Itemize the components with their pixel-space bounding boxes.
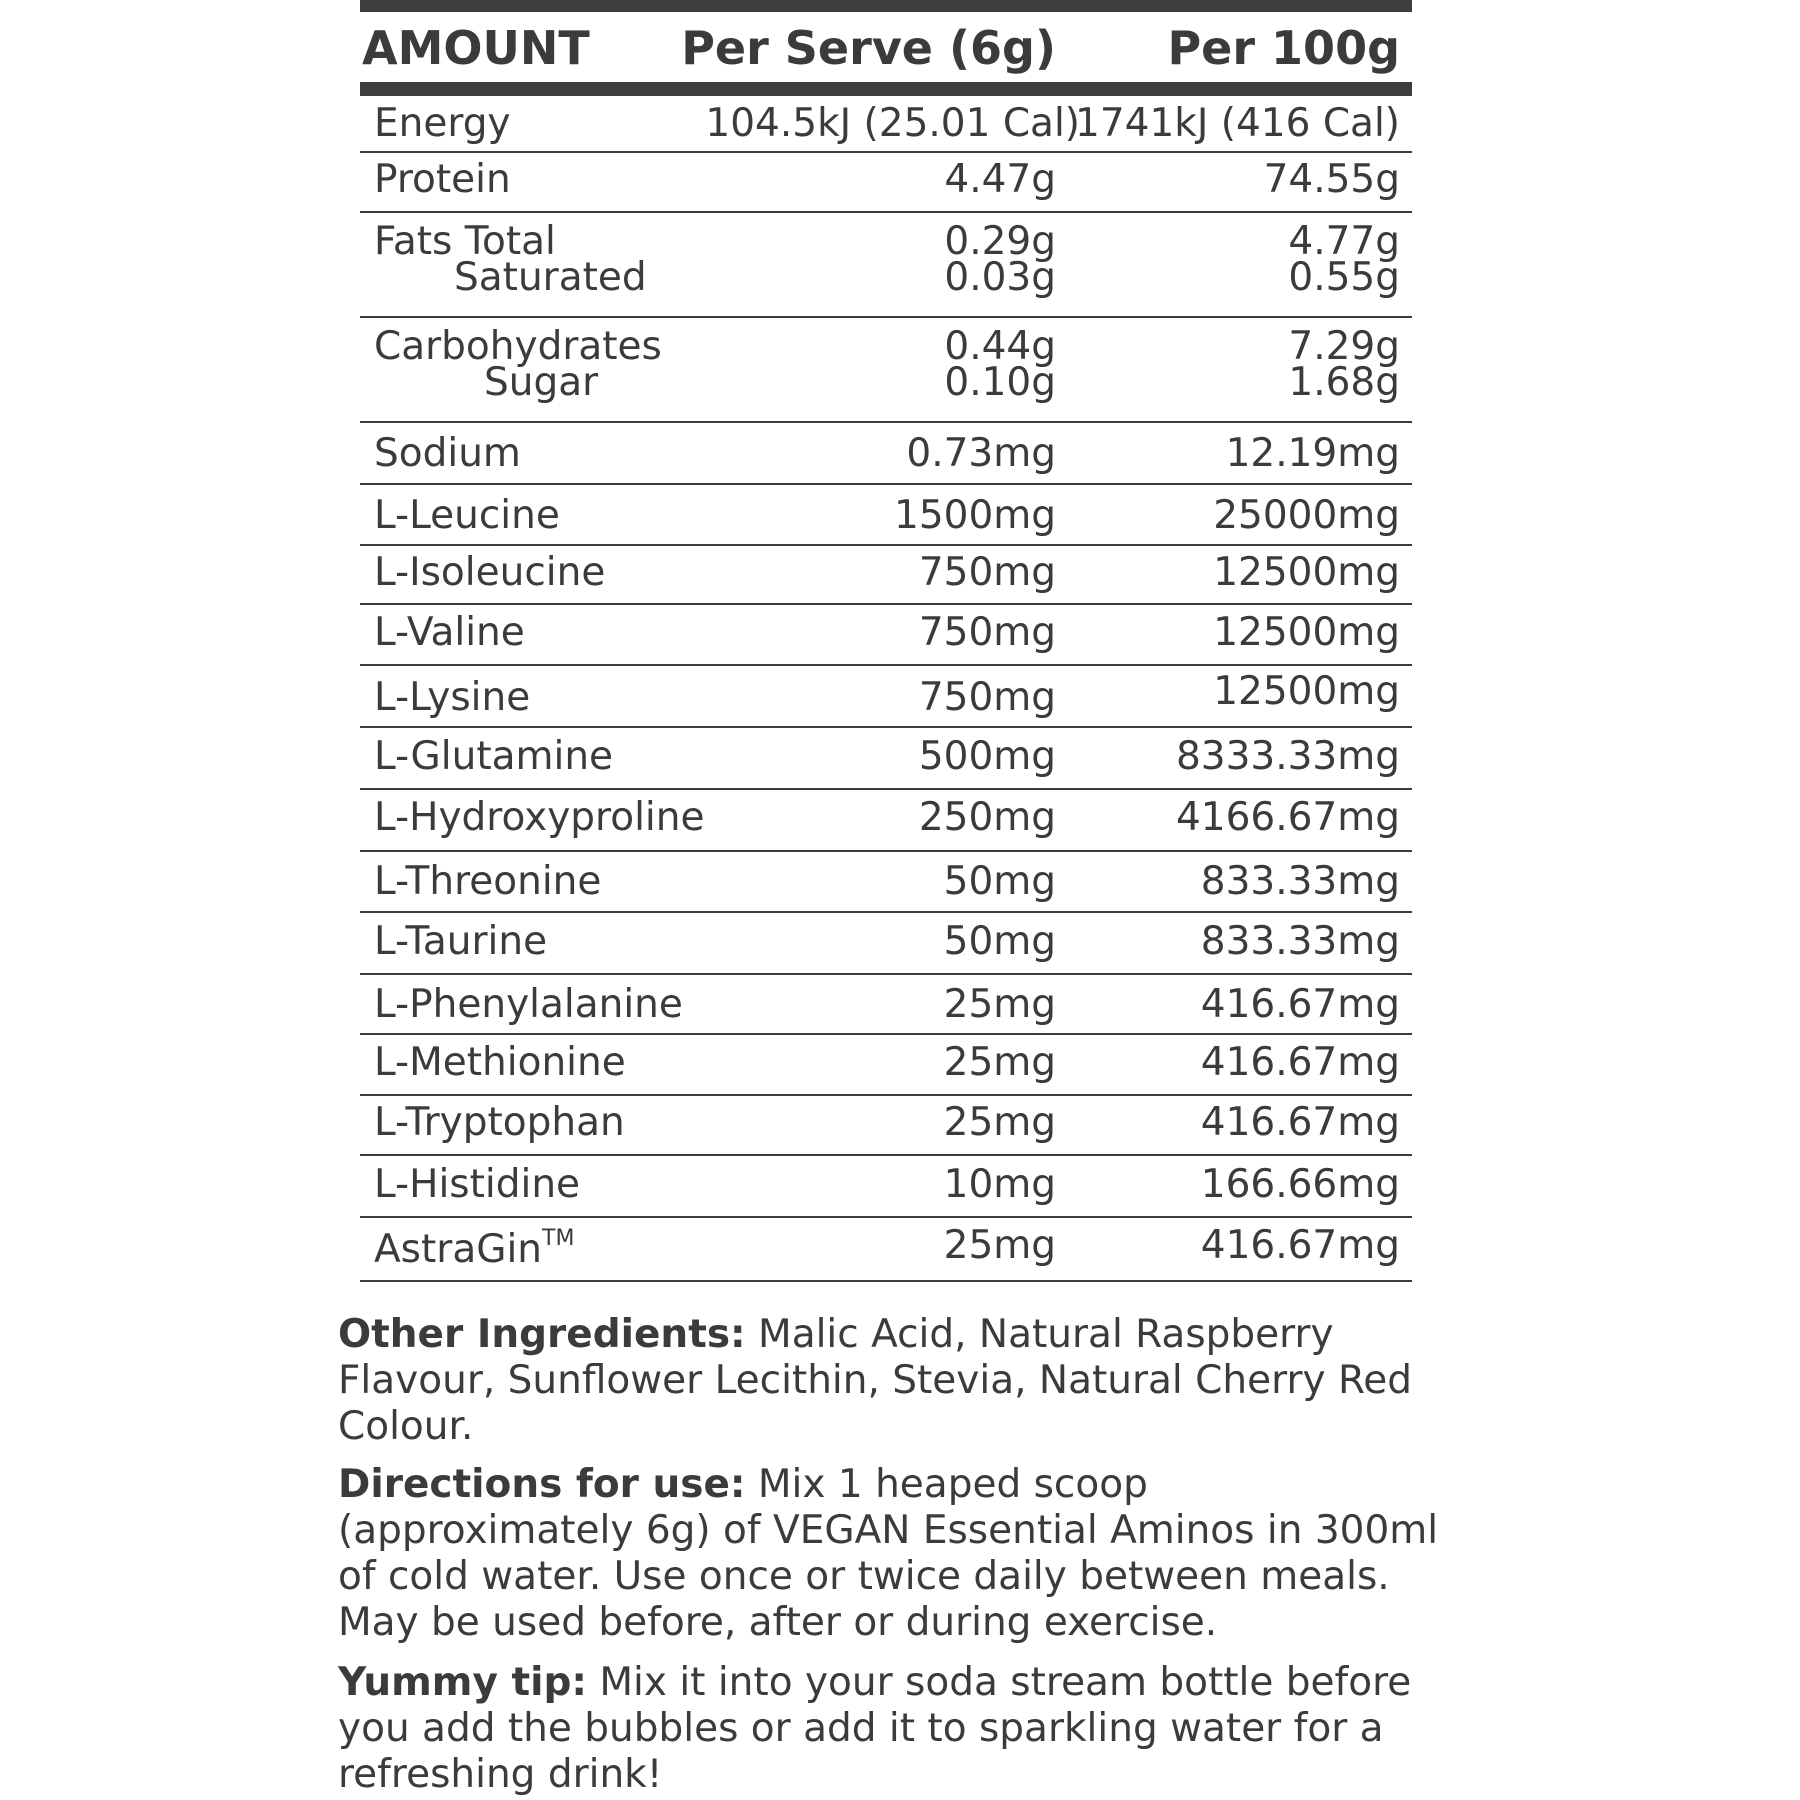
row-per-serve: 25mg [943,1223,1056,1268]
row-name: Fats Total [374,219,556,264]
table-row [360,318,1412,423]
row-name: L-Histidine [374,1162,581,1207]
row-per-serve: 10mg [943,1162,1056,1207]
row-name: Energy [374,101,511,146]
row-name: L-Isoleucine [374,550,606,595]
table-row [360,1035,1412,1096]
row-per-100g: 833.33mg [1200,859,1400,904]
row-per-100g: 1.68g [1288,360,1400,405]
row-subname: Sugar [484,360,599,405]
row-name [374,1228,574,1271]
row-per-serve: 0.29g [944,219,1056,264]
table-header-bar [360,82,1412,96]
row-per-100g: 416.67mg [1200,982,1400,1027]
trademark-symbol: TM [542,1226,575,1251]
table-row [360,153,1412,213]
row-per-serve: 500mg [918,734,1056,779]
row-per-100g: 12.19mg [1225,431,1400,476]
directions-label: Directions for use: [338,1462,746,1507]
tip-text: Mix it into your soda stream bottle before you add the bubbles or add it to sparkling water for a refreshing drink! [338,1660,1412,1797]
row-per-100g: 4.77g [1288,219,1400,264]
yummy-tip [338,1660,1450,1798]
row-per-100g: 166.66mg [1200,1162,1400,1207]
row-per-serve: 750mg [918,550,1056,595]
row-name: L-Glutamine [374,734,614,779]
row-subname: Saturated [454,255,647,300]
row-name: L-Taurine [374,919,548,964]
directions-for-use [338,1462,1450,1646]
table-top-bar [360,0,1412,12]
table-row [360,852,1412,913]
table-row [360,913,1412,975]
row-per-100g: 8333.33mg [1175,734,1400,779]
row-per-100g: 416.67mg [1200,1223,1400,1268]
row-name: L-Phenylalanine [374,982,683,1027]
row-per-100g: 74.55g [1263,157,1400,202]
astragin-name: AstraGin [374,1227,542,1272]
header-per-serve: Per Serve (6g) [681,21,1056,75]
table-row [360,975,1412,1035]
directions-text: Mix 1 heaped scoop (approximately 6g) of VEGAN Essential Aminos in 300ml of cold water. Use once or twice daily between meals. May be used before, after or during exercise. [338,1462,1439,1645]
row-name: Sodium [374,431,521,476]
table-row [360,485,1412,546]
row-per-100g: 1741kJ (416 Cal) [1075,101,1400,146]
row-per-serve: 25mg [943,1040,1056,1085]
row-per-100g: 12500mg [1213,610,1400,655]
row-name: L-Threonine [374,859,602,904]
row-name: Carbohydrates [374,324,662,369]
table-row [360,1218,1412,1282]
row-name: L-Lysine [374,675,531,720]
row-per-serve: 0.44g [944,324,1056,369]
row-per-100g: 0.55g [1288,255,1400,300]
row-per-serve: 50mg [943,859,1056,904]
table-body [360,96,1412,1282]
row-per-100g: 25000mg [1213,493,1400,538]
other-ingredients-label: Other Ingredients: [338,1312,746,1357]
row-name: L-Valine [374,610,525,655]
row-per-serve: 4.47g [944,157,1056,202]
row-name: L-Methionine [374,1040,626,1085]
table-header-row [360,12,1412,82]
row-per-serve: 104.5kJ (25.01 Cal) [705,101,1080,146]
row-per-serve: 0.73mg [906,431,1056,476]
row-per-100g: 12500mg [1213,550,1400,595]
row-per-serve: 0.10g [944,360,1056,405]
table-row [360,605,1412,666]
row-per-serve: 1500mg [894,493,1056,538]
row-per-serve: 0.03g [944,255,1056,300]
row-per-serve: 50mg [943,919,1056,964]
row-per-100g: 416.67mg [1200,1100,1400,1145]
row-per-100g: 833.33mg [1200,919,1400,964]
row-per-100g: 416.67mg [1200,1040,1400,1085]
header-per-100g: Per 100g [1167,21,1400,75]
header-amount: AMOUNT [362,21,590,75]
tip-label: Yummy tip: [338,1660,587,1705]
row-per-serve: 250mg [918,795,1056,840]
row-per-serve: 750mg [918,675,1056,720]
row-per-100g: 4166.67mg [1175,795,1400,840]
row-name: L-Leucine [374,493,560,538]
other-ingredients-text: Malic Acid, Natural Raspberry Flavour, Sunflower Lecithin, Stevia, Natural Cherry Red Colour. [338,1312,1413,1449]
table-row [360,546,1412,605]
row-name: L-Tryptophan [374,1100,625,1145]
row-per-serve: 750mg [918,610,1056,655]
table-row [360,1156,1412,1218]
row-per-100g: 7.29g [1288,324,1400,369]
table-row [360,1096,1412,1156]
row-per-serve: 25mg [943,982,1056,1027]
table-row [360,213,1412,318]
table-row [360,728,1412,790]
row-per-100g: 12500mg [1213,669,1400,714]
table-row [360,666,1412,728]
row-name: L-Hydroxyproline [374,795,705,840]
row-name: Protein [374,157,511,202]
row-per-serve: 25mg [943,1100,1056,1145]
table-row [360,790,1412,852]
other-ingredients [338,1312,1450,1450]
table-row [360,423,1412,485]
table-row [360,96,1412,153]
